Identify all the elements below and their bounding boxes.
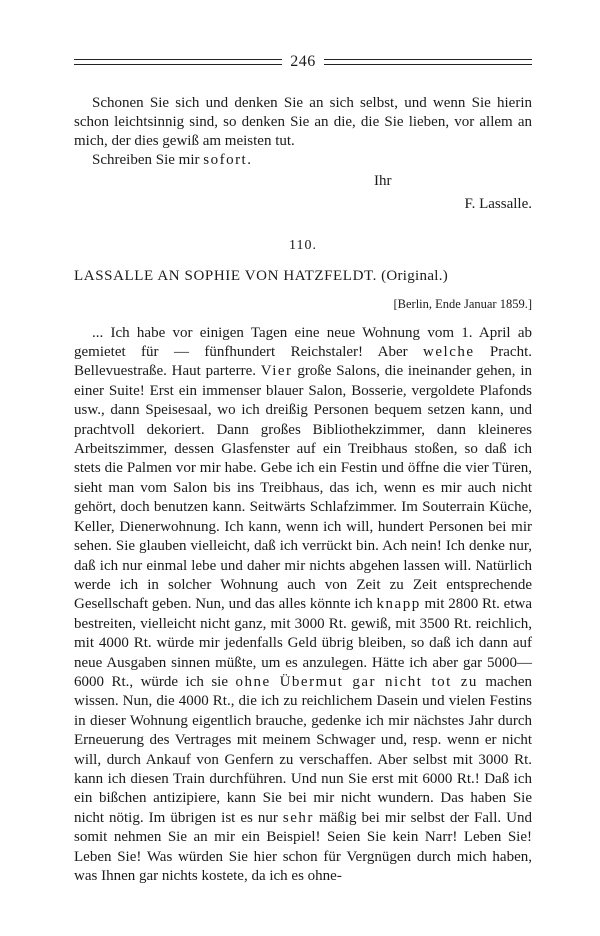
- letter-paragraph: ... Ich habe vor einigen Tagen eine neue Wohnung vom 1. April ab gemietet für — fünfhundert Reichstaler! Aber welche Pracht. Bellevuestraße. Haut parterre. Vier große Salons, die ineinander gehen, in einer Suite! Erst ein immenser blauer Salon, Bosserie, vergoldete Plafonds usw., dann Speisesaal, wo ich dreißig Personen bequem setzen kann, und prachtvoll dekoriert. Dann großes Bibliothekzimmer, dann kleineres Arbeitszimmer, dessen Glasfenster auf ein Treibhaus stoßen, so daß ich stets die Palmen vor mir habe. Gebe ich ein Festin und öffne die vier Türen, sieht man vom Salon bis ins Treibhaus, das ich, wenn es mir auch nicht gehört, doch benutzen kann. Seitwärts Schlafzimmer. Im Souterrain Küche, Keller, Dienerwohnung. Ich kann, wenn ich will, hundert Personen bei mir sehen. Sie glauben vielleicht, daß ich verrückt bin. Ach nein! Ich denke nur, daß ich nur einmal lebe und daher mir nichts abgehen lassen will. Natürlich werde ich in solcher Wohnung auch von Zeit zu Zeit entsprechende Gesellschaft geben. Nun, und das alles könnte ich knapp mit 2800 Rt. etwa bestreiten, vielleicht nicht ganz, mit 3000 Rt. gewiß, mit 3500 Rt. reichlich, mit 4000 Rt. würde mir jedenfalls Geld übrig bleiben, so daß ich dann auf neue Ausgaben sinnen müßte, um es anzulegen. Hätte ich aber gar 5000—6000 Rt., würde ich sie ohne Übermut gar nicht tot zu machen wissen. Nun, die 4000 Rt., die ich zu reichlichem Dasein und vielen Festins in dieser Wohnung eigentlich brauche, gedenke ich mir nächstes Jahr durch Erneuerung des Vertrages mit meinem Schwager und, resp. wenn er nicht will, durch Ankauf von Genfern zu verschaffen. Aber selbst mit 3000 Rt. kann ich diesen Train durchführen. Und nun Sie erst mit 6000 Rt.! Daß ich ein bißchen antizipiere, kann Sie bei mir nicht wundern. Das haben Sie nicht nötig. Im übrigen ist es nur sehr mäßig bei mir selbst der Fall. Und somit nehmen Sie an mir ein Beispiel! Seien Sie kein Narr! Leben Sie! Leben Sie! Was würden Sie hier schon für Vergnügen durch mich haben, was Ihnen gar nichts kostete, da ich es ohne-: [74, 324, 533, 884]
- emphasis-welche: welche: [423, 344, 475, 361]
- letter-source-note: (Original.): [381, 267, 449, 284]
- book-page: [74, 48, 532, 886]
- previous-letter-request: Schreiben Sie mir sofort.: [92, 151, 251, 168]
- letter-number: 110.: [289, 237, 317, 253]
- letter-heading: [74, 268, 532, 285]
- page-header: [74, 48, 532, 76]
- letter-body: [74, 324, 532, 887]
- emphasis-knapp: knapp: [376, 596, 421, 613]
- previous-letter-paragraph: Schonen Sie sich und denken Sie an sich selbst, und wenn Sie hierin schon leichtsinnig sind, so denken Sie an die, die Sie lieben, vor allem an mich, der dies gewiß am meisten tut.: [74, 95, 532, 149]
- emphasis-sehr: sehr: [282, 809, 314, 826]
- emphasis-vier: Vier: [260, 363, 293, 380]
- emphasis-sofort: sofort: [203, 151, 248, 168]
- header-rule-left: [74, 59, 282, 65]
- letter-date: [Berlin, Ende Januar 1859.]: [393, 296, 532, 311]
- header-rule-right: [324, 59, 532, 65]
- emphasis-ohne-uebermut: ohne Übermut gar nicht tot zu: [235, 673, 478, 690]
- signature: F. Lassalle.: [464, 195, 532, 212]
- letter-title: LASSALLE AN SOPHIE VON HATZFELDT.: [74, 267, 377, 284]
- letter-closing: [74, 170, 532, 216]
- page-number: 246: [290, 53, 316, 70]
- previous-letter-ending: [74, 94, 532, 170]
- closing-word: Ihr: [374, 172, 392, 189]
